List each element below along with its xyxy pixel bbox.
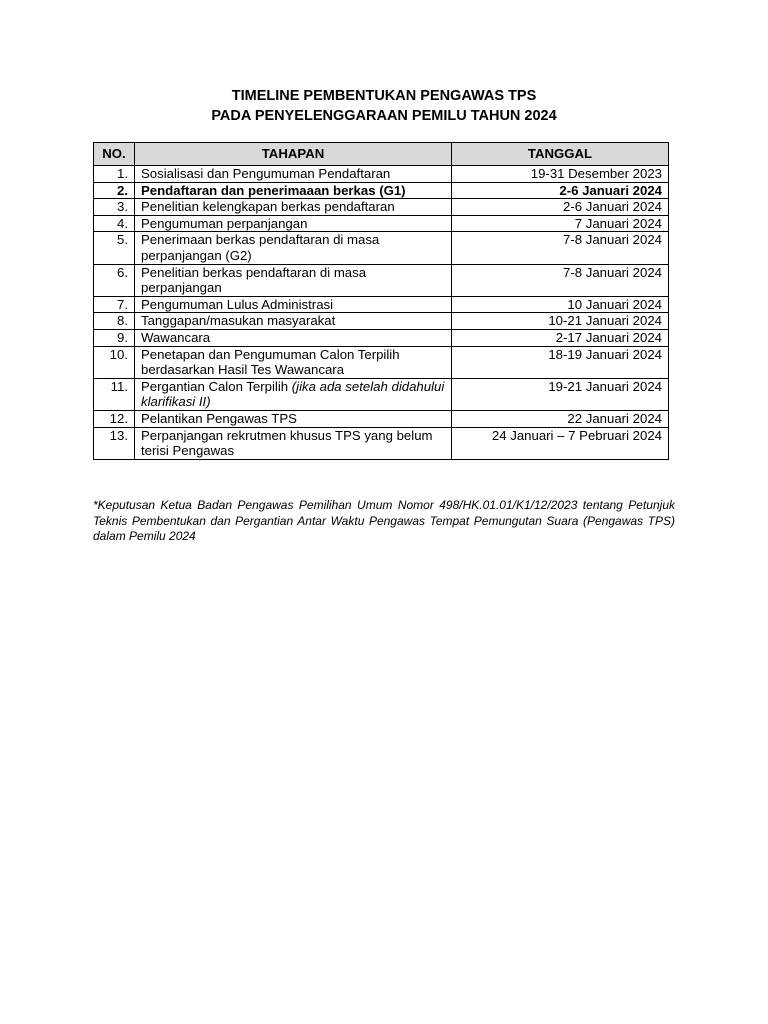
row-stage: Sosialisasi dan Pengumuman Pendaftaran <box>135 166 452 183</box>
row-date: 10-21 Januari 2024 <box>452 313 669 330</box>
table-row <box>94 410 669 427</box>
header-date: TANGGAL <box>452 143 669 166</box>
row-stage: Penerimaan berkas pendaftaran di masa perpanjangan (G2) <box>135 232 452 264</box>
header-no: NO. <box>94 143 135 166</box>
table-row <box>94 166 669 183</box>
table-header-row <box>94 143 669 166</box>
row-date: 7 Januari 2024 <box>452 215 669 232</box>
title-line-2: PADA PENYELENGGARAAN PEMILU TAHUN 2024 <box>211 108 557 124</box>
row-no: 3. <box>94 199 135 216</box>
row-no: 4. <box>94 215 135 232</box>
table-row <box>94 346 669 378</box>
table-row <box>94 264 669 296</box>
title-line-1: TIMELINE PEMBENTUKAN PENGAWAS TPS <box>231 88 537 104</box>
row-stage: Tanggapan/masukan masyarakat <box>135 313 452 330</box>
table-row <box>94 232 669 264</box>
row-stage-note: (jika ada setelah didahului klarifikasi II) <box>141 378 445 410</box>
row-stage: Pengumuman Lulus Administrasi <box>135 296 452 313</box>
row-date: 7-8 Januari 2024 <box>452 232 669 264</box>
table-row <box>94 296 669 313</box>
row-date: 18-19 Januari 2024 <box>452 346 669 378</box>
row-stage: Penelitian kelengkapan berkas pendaftaran <box>135 199 452 216</box>
row-stage: Perpanjangan rekrutmen khusus TPS yang belum terisi Pengawas <box>135 427 452 459</box>
row-date: 2-6 Januari 2024 <box>452 199 669 216</box>
row-no: 9. <box>94 329 135 346</box>
row-no: 6. <box>94 264 135 296</box>
table-row <box>94 199 669 216</box>
row-stage <box>135 378 452 410</box>
row-date: 19-31 Desember 2023 <box>452 166 669 183</box>
table-row <box>94 313 669 330</box>
row-stage: Pendaftaran dan penerimaaan berkas (G1) <box>135 182 452 199</box>
table-row <box>94 378 669 410</box>
footnote: *Keputusan Ketua Badan Pengawas Pemilihan Umum Nomor 498/HK.01.01/K1/12/2023 tentang Petunjuk Teknis Pembentukan dan Pergantian Antar Waktu Pengawas Tempat Pemungutan Suara (Pengawas TPS) dalam Pemilu 2024 <box>93 498 675 544</box>
row-date: 2-6 Januari 2024 <box>452 182 669 199</box>
row-no: 12. <box>94 410 135 427</box>
document-title <box>0 86 768 126</box>
row-stage: Penetapan dan Pengumuman Calon Terpilih berdasarkan Hasil Tes Wawancara <box>135 346 452 378</box>
row-stage: Wawancara <box>135 329 452 346</box>
row-stage: Pengumuman perpanjangan <box>135 215 452 232</box>
row-stage-text: Pergantian Calon Terpilih <box>141 378 289 394</box>
row-date: 10 Januari 2024 <box>452 296 669 313</box>
row-date: 22 Januari 2024 <box>452 410 669 427</box>
row-no: 13. <box>94 427 135 459</box>
row-no: 1. <box>94 166 135 183</box>
timeline-table <box>93 142 669 460</box>
row-no: 7. <box>94 296 135 313</box>
row-date: 7-8 Januari 2024 <box>452 264 669 296</box>
row-date: 19-21 Januari 2024 <box>452 378 669 410</box>
row-date: 2-17 Januari 2024 <box>452 329 669 346</box>
table-row <box>94 427 669 459</box>
row-no: 10. <box>94 346 135 378</box>
header-stage: TAHAPAN <box>135 143 452 166</box>
table-row <box>94 329 669 346</box>
row-no: 2. <box>94 182 135 199</box>
row-date: 24 Januari – 7 Pebruari 2024 <box>452 427 669 459</box>
table-row <box>94 182 669 199</box>
row-no: 11. <box>94 378 135 410</box>
row-stage: Pelantikan Pengawas TPS <box>135 410 452 427</box>
table-row <box>94 215 669 232</box>
row-no: 5. <box>94 232 135 264</box>
row-no: 8. <box>94 313 135 330</box>
row-stage: Penelitian berkas pendaftaran di masa perpanjangan <box>135 264 452 296</box>
